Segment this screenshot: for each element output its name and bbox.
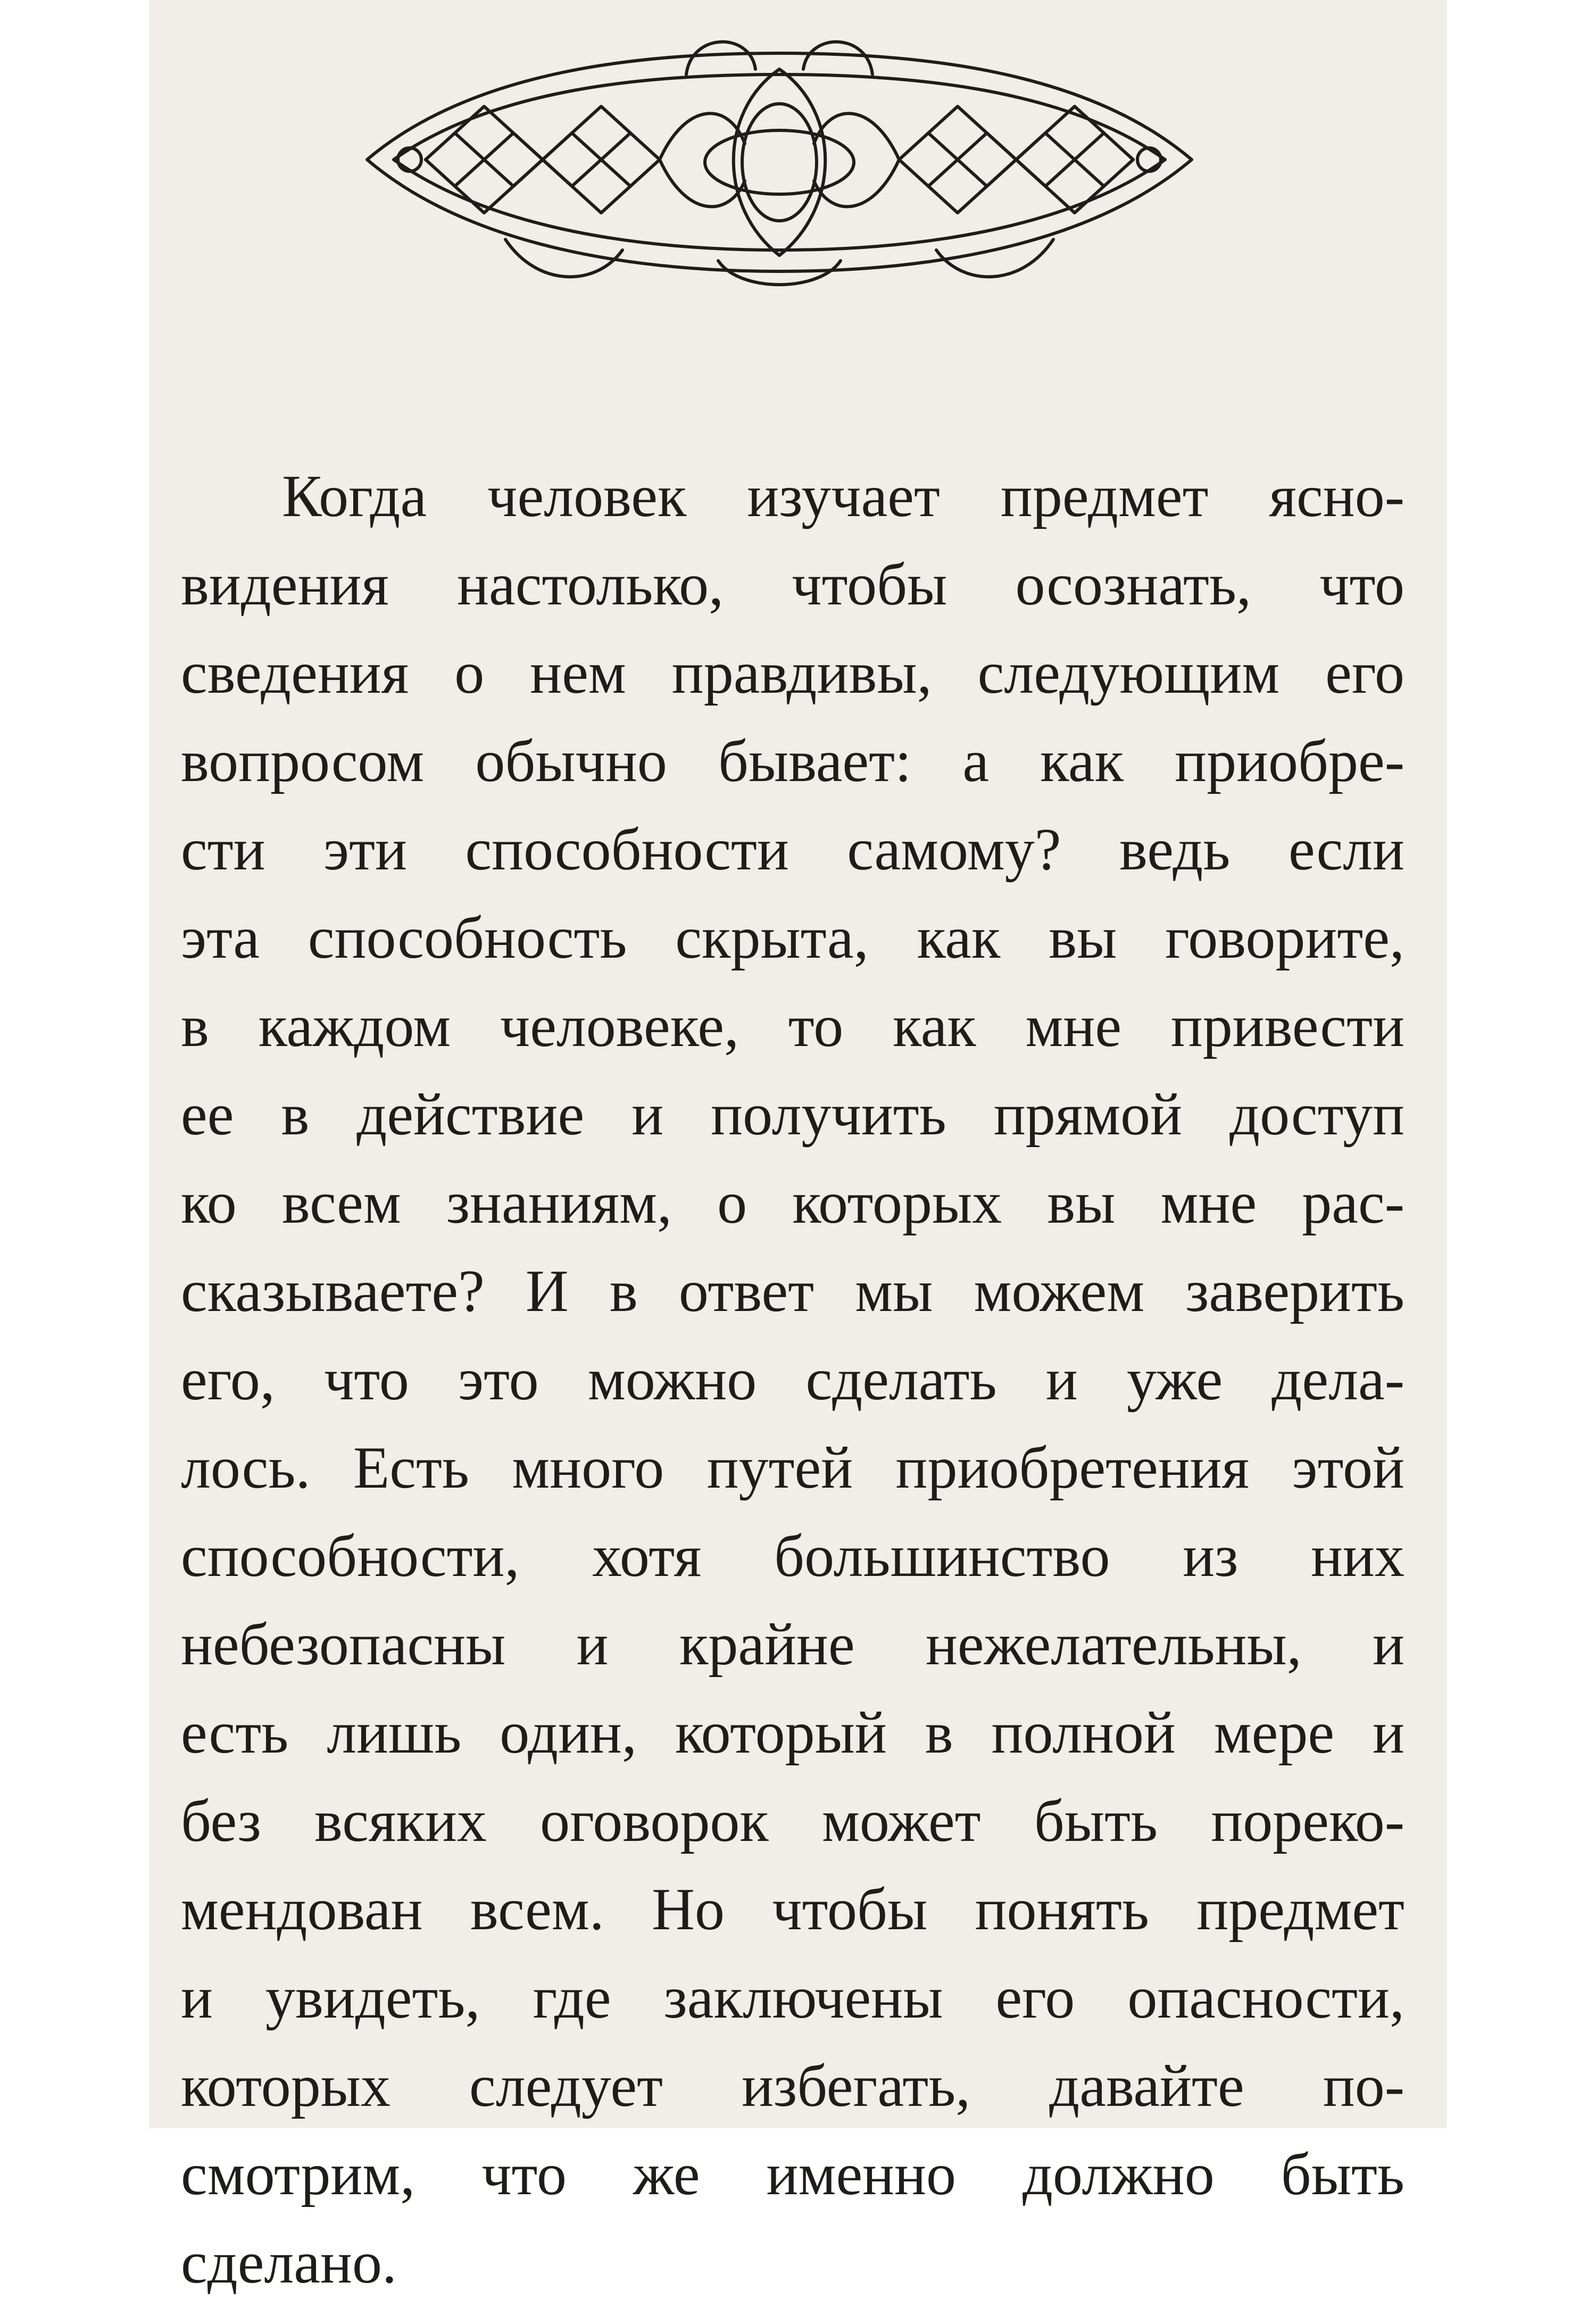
text-line: видения настолько, чтобы осознать, что [181,552,1404,618]
text-line: его, что это можно сделать и уже дела- [181,1347,1404,1413]
celtic-knot-ornament-icon [346,37,1213,293]
text-line: сделано. [181,2230,397,2296]
text-line: сти эти способности самому? ведь если [181,817,1404,883]
text-line: способности, хотя большинство из них [181,1523,1404,1589]
text-line: мендован всем. Но чтобы понять предмет [181,1877,1404,1943]
text-line: небезопасны и крайне нежелательны, и [181,1612,1404,1678]
text-line: без всяких оговорок может быть пореко- [181,1788,1404,1854]
text-line: есть лишь один, который в полной мере и [181,1700,1404,1766]
text-line: ее в действие и получить прямой доступ [181,1082,1404,1148]
text-line: и увидеть, где заключены его опасности, [181,1965,1404,2031]
text-line: ко всем знаниям, о которых вы мне рас- [181,1170,1404,1236]
text-line: смотрим, что же именно должно быть [181,2142,1404,2208]
text-line: сказываете? И в ответ мы можем заверить [181,1258,1404,1324]
text-line: сведения о нем правдивы, следующим его [181,640,1404,706]
text-line: которых следует избегать, давайте по- [181,2053,1404,2119]
body-paragraph [181,452,1404,2307]
text-line: эта способность скрыта, как вы говорите, [181,905,1404,971]
text-line: лось. Есть много путей приобретения этой [181,1435,1404,1501]
text-line: в каждом человеке, то как мне привести [181,993,1404,1059]
book-page [149,0,1447,2296]
text-line: Когда человек изучает предмет ясно- [282,463,1404,529]
text-line: вопросом обычно бывает: а как приобре- [181,728,1404,794]
